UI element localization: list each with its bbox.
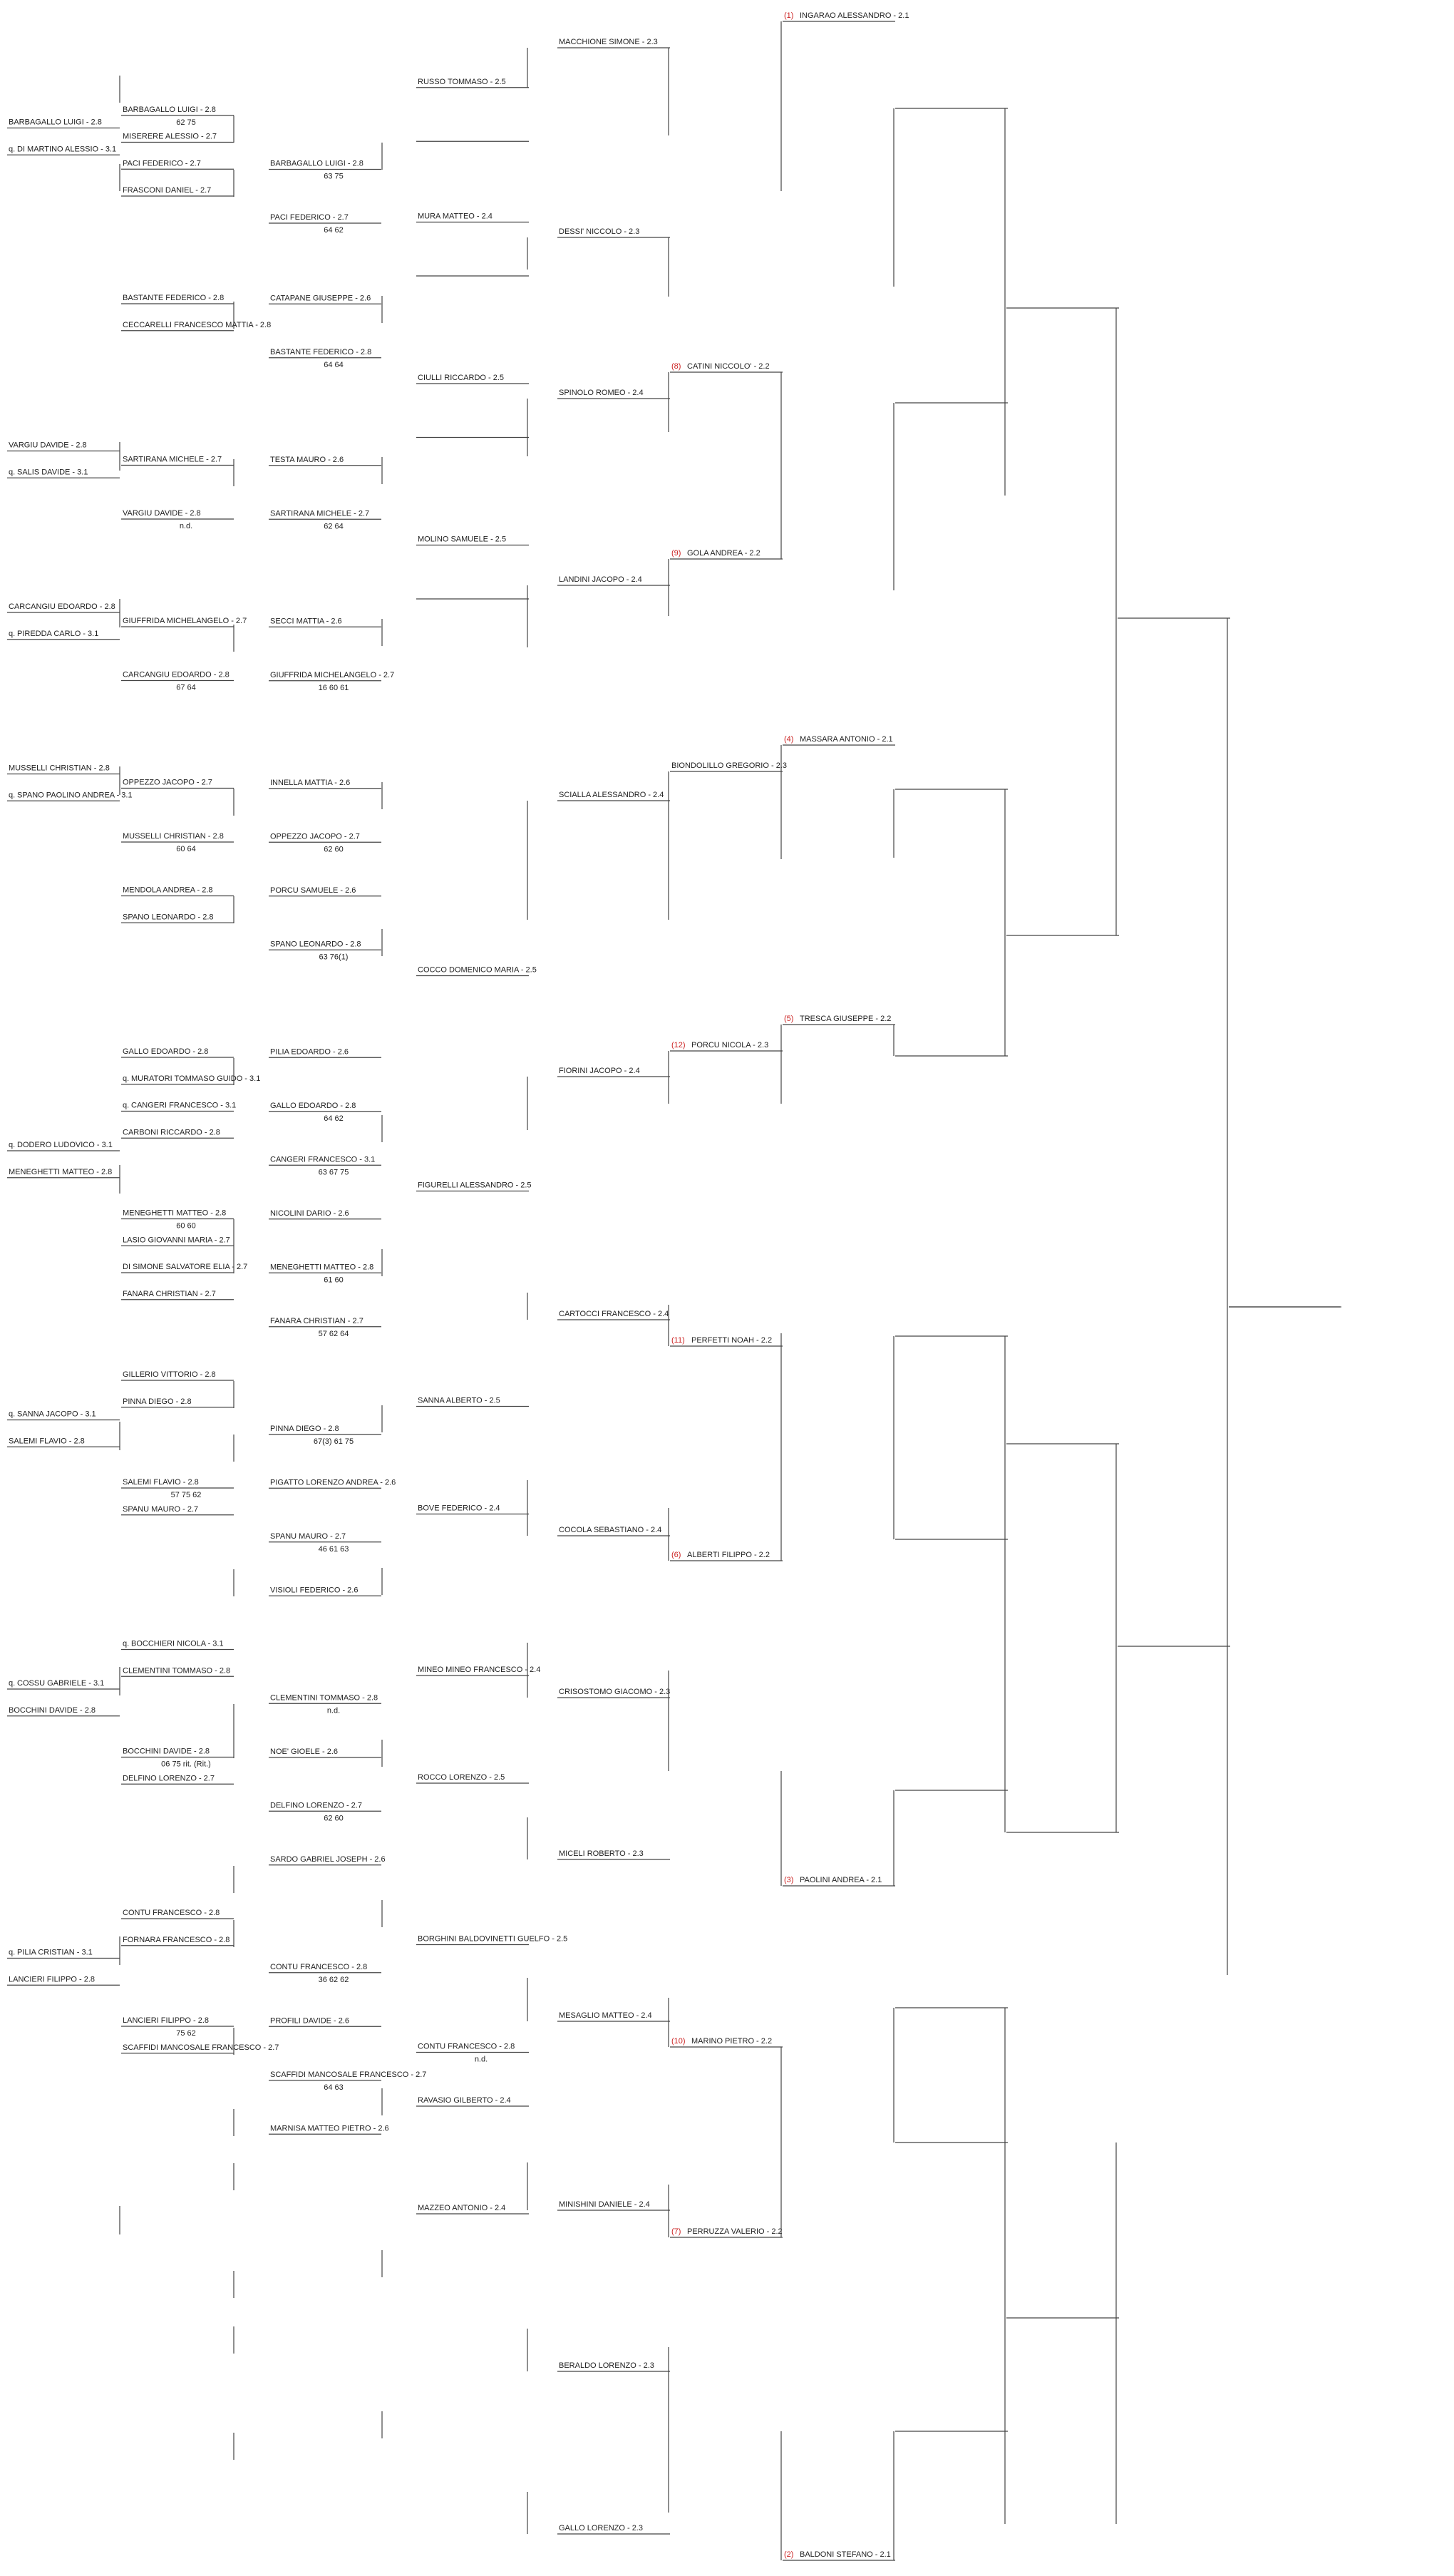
- player-name: PILIA EDOARDO - 2.6: [270, 1047, 349, 1057]
- player-name: SARTIRANA MICHELE - 2.7: [123, 455, 222, 464]
- player-name: DI MARTINO ALESSIO - 3.1: [17, 145, 117, 154]
- player-name: CANGERI FRANCESCO - 3.1: [270, 1155, 376, 1164]
- player-name: INNELLA MATTIA - 2.6: [270, 778, 351, 787]
- player-name: DESSI' NICCOLO - 2.3: [559, 227, 640, 236]
- player-name: CATAPANE GIUSEPPE - 2.6: [270, 294, 371, 303]
- player-name: FIORINI JACOPO - 2.4: [559, 1067, 640, 1075]
- player-name: BORGHINI BALDOVINETTI GUELFO - 2.5: [418, 1934, 568, 1944]
- match-score: 62 60: [324, 845, 344, 854]
- match-score: n.d.: [179, 522, 193, 530]
- player-name: MISERERE ALESSIO - 2.7: [123, 132, 217, 141]
- player-name: CRISOSTOMO GIACOMO - 2.3: [559, 1688, 671, 1696]
- player-name: MACCHIONE SIMONE - 2.3: [559, 38, 658, 46]
- match-score: 75 62: [176, 2029, 196, 2038]
- player-name: MESAGLIO MATTEO - 2.4: [559, 2011, 652, 2020]
- player-name: MUSSELLI CHRISTIAN - 2.8: [9, 764, 110, 773]
- seed-number: (12): [671, 1041, 686, 1050]
- qualifier-mark: q.: [123, 1074, 130, 1083]
- player-name: COSSU GABRIELE - 3.1: [17, 1679, 105, 1688]
- player-name: PORCU NICOLA - 2.3: [691, 1041, 769, 1050]
- player-name: GALLO EDOARDO - 2.8: [270, 1101, 356, 1110]
- qualifier-mark: q.: [9, 145, 16, 154]
- match-score: 57 62 64: [318, 1329, 349, 1338]
- player-name: BARBAGALLO LUIGI - 2.8: [123, 105, 216, 114]
- player-name: SALEMI FLAVIO - 2.8: [123, 1478, 199, 1487]
- player-name: CONTU FRANCESCO - 2.8: [123, 1909, 220, 1917]
- player-name: MENEGHETTI MATTEO - 2.8: [123, 1209, 227, 1218]
- player-name: MENEGHETTI MATTEO - 2.8: [9, 1167, 113, 1176]
- match-score: 62 60: [324, 1814, 344, 1823]
- player-name: CATINI NICCOLO' - 2.2: [687, 362, 770, 371]
- player-name: CARCANGIU EDOARDO - 2.8: [123, 670, 230, 679]
- player-name: MENDOLA ANDREA - 2.8: [123, 886, 213, 895]
- player-name: MINISHINI DANIELE - 2.4: [559, 2200, 650, 2209]
- player-name: PROFILI DAVIDE - 2.6: [270, 2016, 350, 2026]
- qualifier-mark: q.: [9, 1410, 16, 1419]
- qualifier-mark: q.: [9, 629, 16, 638]
- player-name: VARGIU DAVIDE - 2.8: [123, 509, 201, 518]
- player-name: VARGIU DAVIDE - 2.8: [9, 441, 87, 450]
- player-name: BERALDO LORENZO - 2.3: [559, 2361, 654, 2370]
- match-score: 64 62: [324, 226, 344, 235]
- player-name: MINEO MINEO FRANCESCO - 2.4: [418, 1666, 541, 1674]
- player-name: CLEMENTINI TOMMASO - 2.8: [123, 1666, 231, 1676]
- qualifier-mark: q.: [9, 1141, 16, 1149]
- player-name: MUSSELLI CHRISTIAN - 2.8: [123, 832, 224, 841]
- player-name: GILLERIO VITTORIO - 2.8: [123, 1370, 216, 1379]
- match-score: 64 64: [324, 360, 344, 369]
- qualifier-mark: q.: [123, 1101, 130, 1110]
- player-name: SCAFFIDI MANCOSALE FRANCESCO - 2.7: [123, 2043, 279, 2052]
- match-score: 62 64: [324, 522, 344, 531]
- player-name: BIONDOLILLO GREGORIO - 2.3: [671, 761, 787, 770]
- player-name: VISIOLI FEDERICO - 2.6: [270, 1586, 359, 1595]
- player-name: GALLO EDOARDO - 2.8: [123, 1047, 209, 1056]
- player-name: PERRUZZA VALERIO - 2.2: [687, 2227, 783, 2236]
- player-name: MURATORI TOMMASO GUIDO - 3.1: [131, 1074, 261, 1083]
- player-name: COCOLA SEBASTIANO - 2.4: [559, 1526, 662, 1534]
- match-score: 36 62 62: [318, 1975, 349, 1984]
- player-name: ALBERTI FILIPPO - 2.2: [687, 1551, 770, 1559]
- seed-number: (6): [671, 1551, 681, 1559]
- player-name: CLEMENTINI TOMMASO - 2.8: [270, 1693, 378, 1703]
- player-name: PINNA DIEGO - 2.8: [270, 1424, 339, 1433]
- seed-number: (3): [784, 1876, 794, 1884]
- player-name: CONTU FRANCESCO - 2.8: [270, 1962, 368, 1971]
- seed-number: (5): [784, 1015, 794, 1023]
- player-name: SCAFFIDI MANCOSALE FRANCESCO - 2.7: [270, 2070, 427, 2079]
- player-name: SPANU MAURO - 2.7: [270, 1531, 346, 1541]
- player-name: BARBAGALLO LUIGI - 2.8: [270, 159, 364, 168]
- player-name: PORCU SAMUELE - 2.6: [270, 886, 356, 895]
- seed-number: (8): [671, 362, 681, 371]
- player-name: PILIA CRISTIAN - 3.1: [17, 1948, 93, 1957]
- player-name: PAOLINI ANDREA - 2.1: [800, 1876, 882, 1884]
- player-name: BASTANTE FEDERICO - 2.8: [123, 294, 225, 302]
- player-name: DELFINO LORENZO - 2.7: [270, 1801, 362, 1810]
- qualifier-mark: q.: [9, 1948, 16, 1957]
- player-name: SPINOLO ROMEO - 2.4: [559, 389, 644, 397]
- player-name: GIUFFRIDA MICHELANGELO - 2.7: [123, 617, 247, 625]
- player-name: FIGURELLI ALESSANDRO - 2.5: [418, 1181, 532, 1190]
- player-name: GIUFFRIDA MICHELANGELO - 2.7: [270, 670, 395, 679]
- match-score: 64 62: [324, 1114, 344, 1123]
- match-score: 61 60: [324, 1276, 344, 1285]
- player-name: GOLA ANDREA - 2.2: [687, 549, 760, 558]
- qualifier-mark: q.: [123, 1639, 130, 1648]
- player-name: DELFINO LORENZO - 2.7: [123, 1774, 215, 1783]
- match-score: 46 61 63: [318, 1544, 349, 1554]
- player-name: SPANO PAOLINO ANDREA - 3.1: [17, 791, 133, 800]
- match-score: 63 75: [324, 172, 344, 181]
- player-name: FANARA CHRISTIAN - 2.7: [270, 1316, 364, 1325]
- player-name: BASTANTE FEDERICO - 2.8: [270, 347, 372, 356]
- player-name: SANNA ALBERTO - 2.5: [418, 1396, 500, 1405]
- player-name: LANCIERI FILIPPO - 2.8: [9, 1975, 96, 1984]
- player-name: SANNA JACOPO - 3.1: [17, 1410, 96, 1419]
- match-score: 64 63: [324, 2083, 344, 2092]
- player-name: LASIO GIOVANNI MARIA - 2.7: [123, 1236, 230, 1245]
- player-name: SPANO LEONARDO - 2.8: [270, 940, 361, 949]
- player-name: RAVASIO GILBERTO - 2.4: [418, 2096, 511, 2105]
- player-name: FRASCONI DANIEL - 2.7: [123, 186, 212, 195]
- player-name: SALEMI FLAVIO - 2.8: [9, 1437, 85, 1446]
- player-name: SECCI MATTIA - 2.6: [270, 617, 342, 626]
- player-name: CONTU FRANCESCO - 2.8: [418, 2042, 515, 2051]
- seed-number: (11): [671, 1336, 685, 1345]
- match-score: 60 60: [176, 1221, 196, 1231]
- seed-number: (7): [671, 2227, 681, 2236]
- match-score: 63 67 75: [318, 1168, 349, 1177]
- player-name: SARTIRANA MICHELE - 2.7: [270, 509, 370, 518]
- match-score: 57 75 62: [170, 1491, 202, 1499]
- seed-number: (9): [671, 549, 681, 558]
- player-name: MURA MATTEO - 2.4: [418, 212, 493, 221]
- player-name: CARBONI RICCARDO - 2.8: [123, 1128, 220, 1137]
- player-name: COCCO DOMENICO MARIA - 2.5: [418, 965, 537, 975]
- player-name: OPPEZZO JACOPO - 2.7: [270, 832, 360, 841]
- player-name: SPANO LEONARDO - 2.8: [123, 913, 214, 922]
- player-name: SARDO GABRIEL JOSEPH - 2.6: [270, 1854, 386, 1864]
- match-score: 62 75: [176, 118, 196, 127]
- player-name: GALLO LORENZO - 2.3: [559, 2524, 643, 2533]
- seed-number: (4): [784, 735, 794, 744]
- player-name: NICOLINI DARIO - 2.6: [270, 1209, 349, 1218]
- seed-number: (2): [784, 2550, 794, 2559]
- player-name: NOE' GIOELE - 2.6: [270, 1747, 339, 1756]
- seed-number: (1): [784, 11, 794, 20]
- match-score: 16 60 61: [318, 683, 349, 692]
- qualifier-mark: q.: [9, 791, 16, 800]
- player-name: PACI FEDERICO - 2.7: [270, 213, 349, 222]
- player-name: PACI FEDERICO - 2.7: [123, 159, 201, 168]
- player-name: MAZZEO ANTONIO - 2.4: [418, 2204, 506, 2212]
- player-name: PERFETTI NOAH - 2.2: [691, 1336, 773, 1345]
- player-name: OPPEZZO JACOPO - 2.7: [123, 778, 212, 787]
- player-name: INGARAO ALESSANDRO - 2.1: [800, 11, 909, 20]
- player-name: MARNISA MATTEO PIETRO - 2.6: [270, 2124, 389, 2133]
- match-score: n.d.: [474, 2055, 488, 2064]
- player-name: DI SIMONE SALVATORE ELIA - 2.7: [123, 1263, 248, 1271]
- player-name: BOCCHINI DAVIDE - 2.8: [9, 1705, 96, 1715]
- match-score: n.d.: [326, 1706, 341, 1715]
- player-name: BOCCHIERI NICOLA - 3.1: [131, 1639, 224, 1648]
- player-name: PINNA DIEGO - 2.8: [123, 1397, 192, 1406]
- qualifier-mark: q.: [9, 468, 16, 477]
- player-name: LANDINI JACOPO - 2.4: [559, 575, 642, 584]
- player-name: CARCANGIU EDOARDO - 2.8: [9, 602, 115, 611]
- player-name: CIULLI RICCARDO - 2.5: [418, 374, 505, 382]
- player-name: BOVE FEDERICO - 2.4: [418, 1504, 500, 1513]
- player-name: SCIALLA ALESSANDRO - 2.4: [559, 791, 664, 799]
- player-name: LANCIERI FILIPPO - 2.8: [123, 2016, 210, 2025]
- player-name: MENEGHETTI MATTEO - 2.8: [270, 1263, 374, 1272]
- player-name: PIREDDA CARLO - 3.1: [17, 629, 99, 638]
- player-name: BOCCHINI DAVIDE - 2.8: [123, 1747, 210, 1756]
- player-name: BALDONI STEFANO - 2.1: [800, 2550, 891, 2559]
- seed-number: (10): [671, 2037, 686, 2046]
- player-name: SALIS DAVIDE - 3.1: [17, 468, 88, 477]
- player-name: MASSARA ANTONIO - 2.1: [800, 735, 893, 744]
- player-name: ROCCO LORENZO - 2.5: [418, 1773, 505, 1782]
- player-name: SPANU MAURO - 2.7: [123, 1504, 199, 1514]
- player-name: TESTA MAURO - 2.6: [270, 455, 344, 464]
- player-name: FORNARA FRANCESCO - 2.8: [123, 1935, 230, 1944]
- match-score: 63 76(1): [319, 953, 349, 962]
- player-name: DODERO LUDOVICO - 3.1: [17, 1141, 113, 1149]
- match-score: 67 64: [176, 683, 196, 692]
- player-name: CARTOCCI FRANCESCO - 2.4: [559, 1310, 669, 1318]
- match-score: 60 64: [176, 845, 196, 853]
- player-name: PIGATTO LORENZO ANDREA - 2.6: [270, 1478, 396, 1487]
- player-name: CANGERI FRANCESCO - 3.1: [131, 1101, 237, 1110]
- player-name: TRESCA GIUSEPPE - 2.2: [800, 1015, 892, 1023]
- player-name: MOLINO SAMUELE - 2.5: [418, 535, 507, 544]
- player-name: CECCARELLI FRANCESCO MATTIA - 2.8: [123, 320, 272, 329]
- player-name: RUSSO TOMMASO - 2.5: [418, 77, 506, 86]
- player-name: FANARA CHRISTIAN - 2.7: [123, 1289, 216, 1298]
- qualifier-mark: q.: [9, 1679, 16, 1688]
- match-score: 67(3) 61 75: [313, 1437, 354, 1446]
- player-name: MICELI ROBERTO - 2.3: [559, 1849, 644, 1858]
- player-name: MARINO PIETRO - 2.2: [691, 2037, 773, 2046]
- player-name: BARBAGALLO LUIGI - 2.8: [9, 118, 102, 127]
- match-score: 06 75 rit. (Rit.): [161, 1760, 211, 1769]
